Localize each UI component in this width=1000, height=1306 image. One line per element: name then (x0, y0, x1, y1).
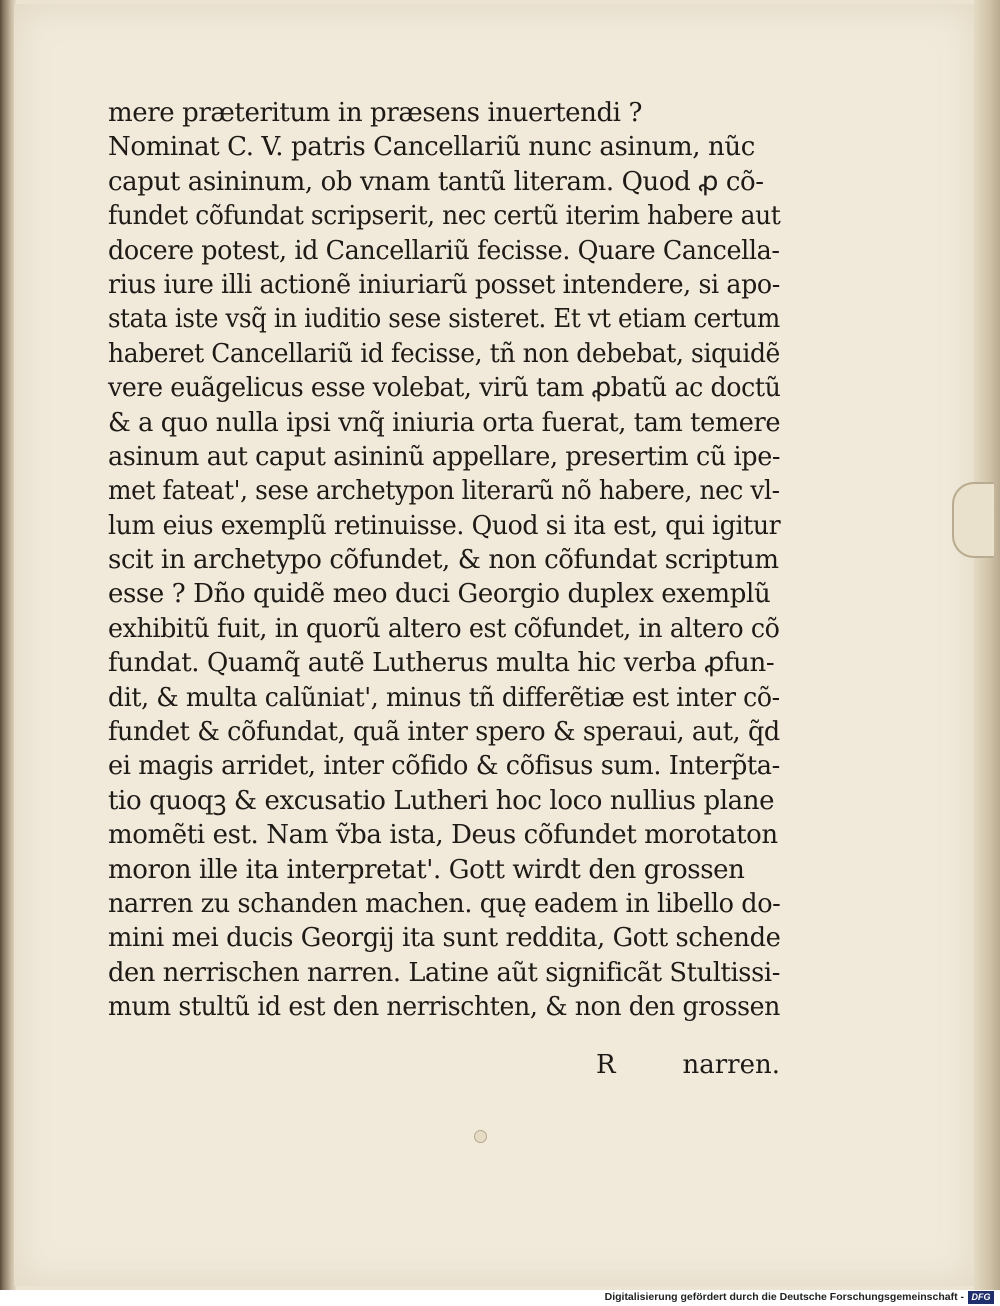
text-line: met fateat', sese archetypon literarũ nõ habere, nec vl- (108, 476, 780, 507)
text-line: den nerrischen narren. Latine aũt significãt Stultissi- (108, 957, 780, 988)
page-tab-notch (952, 482, 994, 558)
catch-row (108, 1048, 780, 1082)
text-line: scit in archetypo cõfundet, & non cõfundat scriptum (108, 545, 779, 576)
page-edge (974, 0, 1000, 1290)
text-line: docere potest, id Cancellariũ fecisse. Quare Cancella- (108, 235, 780, 266)
text-line: dit, & multa calũniat', minus tñ differẽtiæ est inter cõ- (108, 682, 780, 713)
text-line: fundet & cõfundat, quã inter spero & speraui, aut, q̃d (108, 717, 780, 748)
text-line: fundat. Quamq̃ autẽ Lutherus multa hic verba ꝓfun- (108, 648, 775, 679)
text-line: narren zu schanden machen. quę eadem in libello do- (108, 888, 781, 919)
paper-hole (474, 1130, 487, 1143)
text-line: fundet cõfundat scripserit, nec certũ iterim habere aut (108, 201, 781, 232)
text-line: ei magis arridet, inter cõfido & cõfisus sum. Interp̃ta- (108, 751, 780, 782)
text-line: caput asininum, ob vnam tantũ literam. Quod ꝓ cõ- (108, 166, 764, 197)
text-line: lum eius exemplũ retinuisse. Quod si ita est, qui igitur (108, 510, 781, 541)
dfg-logo: DFG (968, 1291, 994, 1304)
text-line: mum stultũ id est den nerrischten, & non den grossen (108, 992, 780, 1023)
text-line: tio quoqꝫ & excusatio Lutheri hoc loco nullius plane (108, 785, 775, 816)
footer-credit: Digitalisierung gefördert durch die Deutsche Forschungsgemeinschaft - (604, 1291, 964, 1303)
text-line: vere euãgelicus esse volebat, virũ tam ꝓbatũ ac doctũ (108, 373, 781, 404)
text-line: mere præteritum in præsens inuertendi ? (108, 98, 643, 128)
text-line: asinum aut caput asininũ appellare, presertim cũ ipe- (108, 441, 781, 472)
signature-mark: R (596, 1050, 616, 1080)
text-line: esse ? Dño quidẽ meo duci Georgio duplex exemplũ (108, 579, 771, 610)
text-line: rius iure illi actionẽ iniuriarũ posset intendere, si apo- (108, 269, 780, 300)
catchword: narren. (682, 1050, 780, 1080)
page-text-block (108, 96, 780, 1025)
footer-bar (0, 1290, 1000, 1306)
text-line: & a quo nulla ipsi vnq̃ iniuria orta fuerat, tam temere (108, 407, 781, 438)
text-line: mini mei ducis Georgij ita sunt reddita, Gott schende (108, 923, 781, 954)
text-line: Nominat C. V. patris Cancellariũ nunc asinum, nũc (108, 132, 755, 163)
text-line: stata iste vsq̃ in iuditio sese sisteret. Et vt etiam certum (108, 304, 780, 335)
text-line: momẽti est. Nam ṽba ista, Deus cõfundet morotaton (108, 820, 778, 851)
text-line: haberet Cancellariũ id fecisse, tñ non debebat, siquidẽ (108, 338, 780, 369)
text-line: moron ille ita interpretat'. Gott wirdt den grossen (108, 854, 745, 885)
text-line: exhibitũ fuit, in quorũ altero est cõfundet, in altero cõ (108, 613, 780, 644)
